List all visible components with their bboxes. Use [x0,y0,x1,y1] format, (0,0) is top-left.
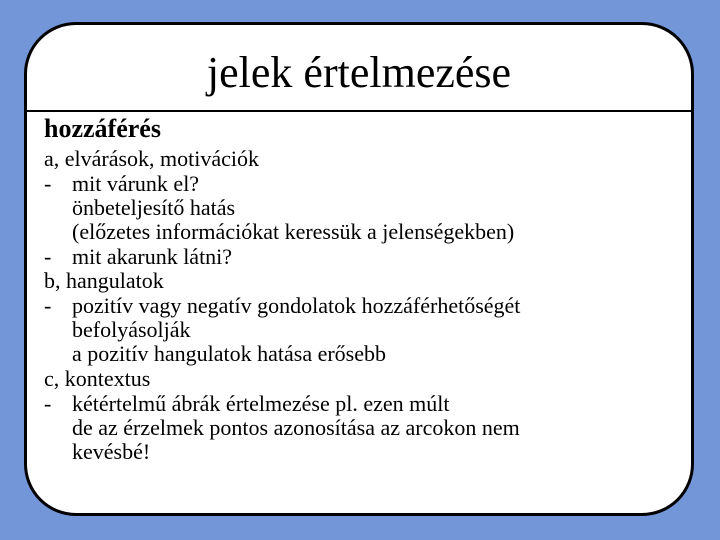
list-item [44,293,521,319]
list-item [44,243,520,269]
list-item-subline: befolyásolják [72,317,191,343]
dash-bullet: - [44,293,52,319]
list-item-text: mit várunk el? [72,170,200,196]
list-item-subline: (előzetes információkat keressük a jelenségekben) [72,218,515,244]
list-item [44,390,520,416]
section-heading: hozzáférés [44,114,161,143]
list-item-subline: kevésbé! [72,438,151,464]
list-item-text: pozitív vagy negatív gondolatok hozzáférhetőségét [72,293,521,319]
list-item-text: kétértelmű ábrák értelmezése pl. ezen múlt [72,390,450,416]
list-item-subline: de az érzelmek pontos azonosítása az arcokon nem [72,414,520,440]
list-item-subline: önbeteljesítő hatás [72,194,236,220]
dash-bullet: - [44,243,52,269]
slide-title: jelek értelmezése [206,48,512,97]
dash-bullet: - [44,170,52,196]
section-a-label: a, elvárások, motivációk [44,146,260,171]
dash-bullet: - [44,390,52,416]
list-item-subline: a pozitív hangulatok hatása erősebb [72,341,387,367]
slide-body [44,146,521,464]
section-b-label: b, hangulatok [44,268,164,294]
slide-card [24,22,694,516]
list-item [44,170,520,196]
section-c-label: c, kontextus [44,366,151,392]
list-item-text: mit akarunk látni? [72,243,233,269]
